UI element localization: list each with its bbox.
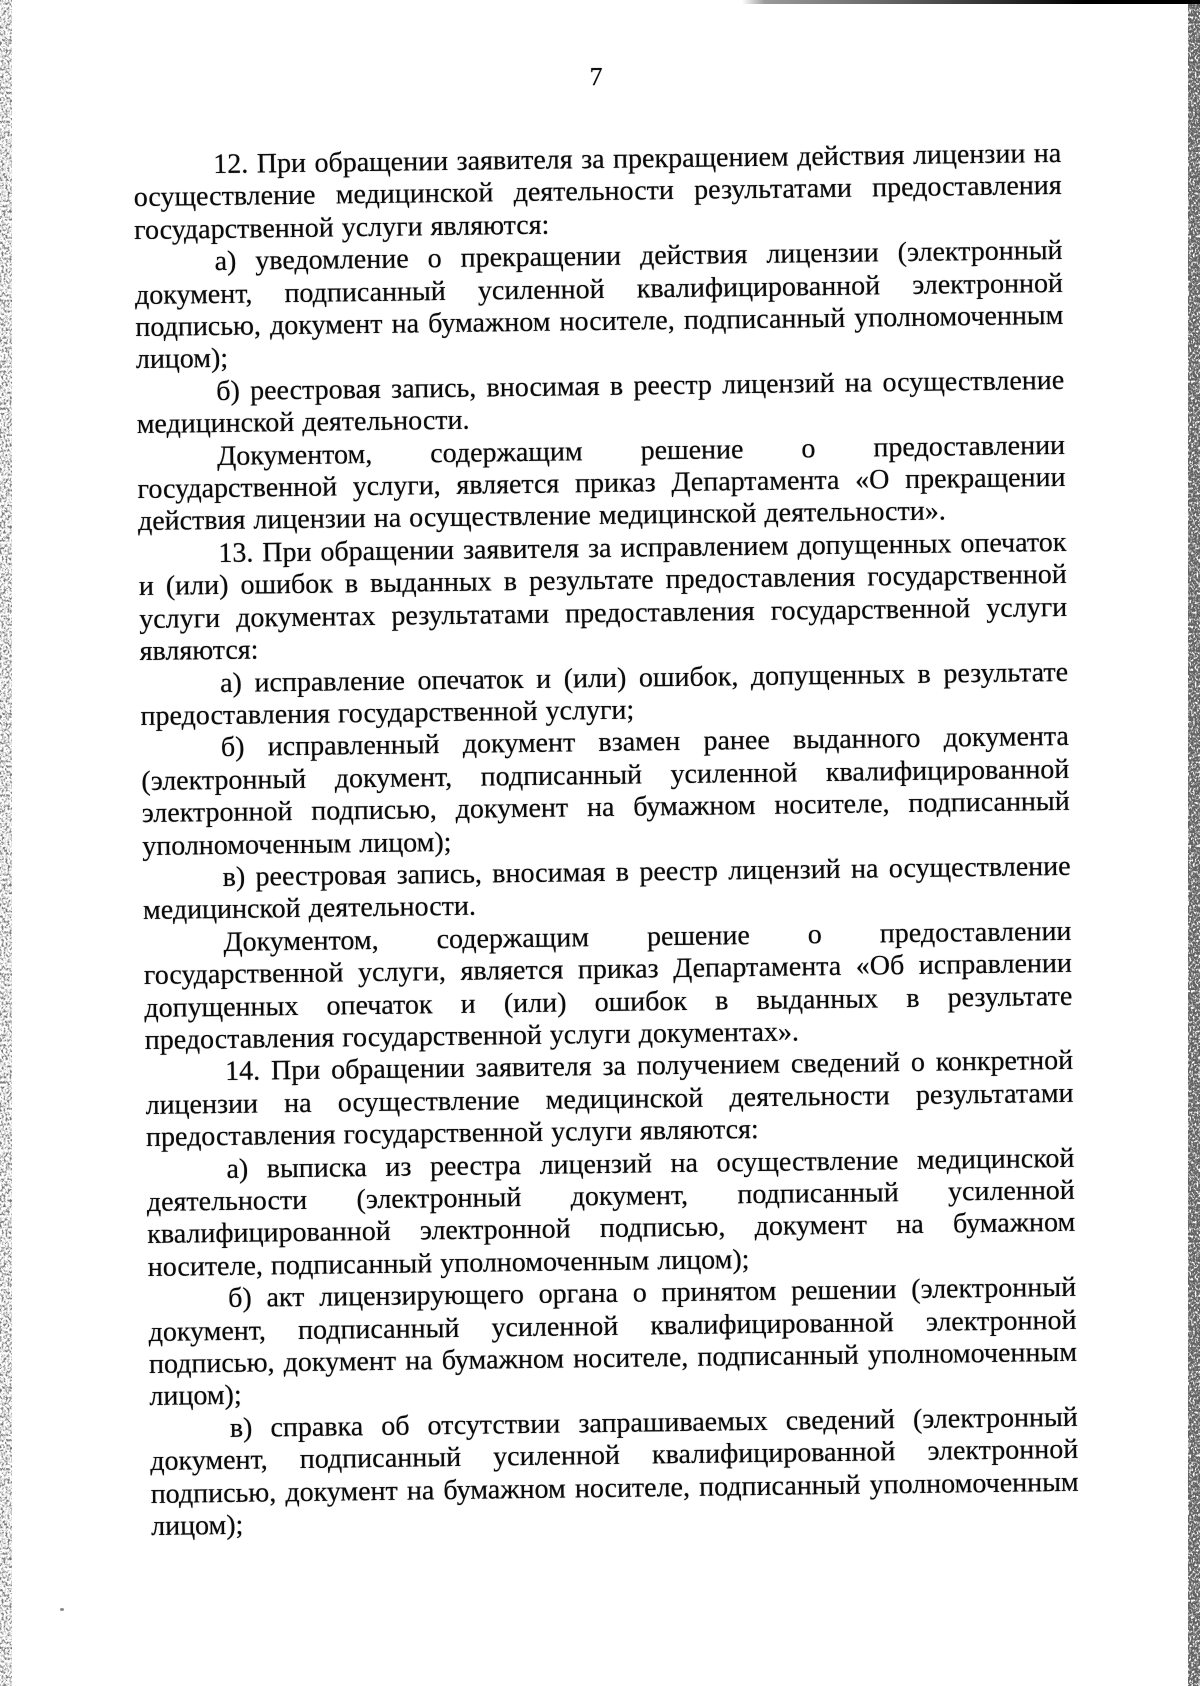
- paragraph-14-intro: 14. При обращении заявителя за получением сведений о конкретной лицензии на осуществление медицинской деятельности результатами предоставления государственной услуги являются:: [145, 1045, 1074, 1154]
- scan-noise-left-edge: [0, 0, 12, 1686]
- paragraph-13-item-a: а) исправление опечаток и (или) ошибок, допущенных в результате предоставления государственной услуги;: [140, 656, 1069, 732]
- paragraph-12-decision: Документом, содержащим решение о предоставлении государственной услуги, является приказ Департамента «О прекращении действия лицензии на осуществление медицинской деятельности».: [137, 429, 1066, 538]
- document-text-block: [132, 56, 1079, 1543]
- page-number: 7: [589, 61, 603, 92]
- paragraph-12-item-b: б) реестровая запись, вносимая в реестр лицензий на осуществление медицинской деятельности.: [136, 364, 1065, 441]
- paragraph-14-item-a: а) выписка из реестра лицензий на осуществление медицинской деятельности (электронный документ, подписанный усиленной квалифицированной электронной подписью, документ на бумажном носителе, подписанный уполномоченным лицом);: [146, 1142, 1076, 1283]
- paragraph-13-item-v: в) реестровая запись, вносимая в реестр лицензий на осуществление медицинской деятельности.: [142, 850, 1071, 927]
- paragraph-13-item-b: б) исправленный документ взамен ранее выданного документа (электронный документ, подписанный усиленной квалифицированной электронной подписью, документ на бумажном носителе, подписанный уполномоченным лицом);: [141, 721, 1070, 862]
- paragraph-14-item-v: в) справка об отсутствии запрашиваемых сведений (электронный документ, подписанный усиленной квалифицированной электронной подписью, документ на бумажном носителе, подписанный уполномоченным лицом);: [150, 1401, 1079, 1543]
- paragraph-14-item-b: б) акт лицензирующего органа о принятом решении (электронный документ, подписанный усиленной квалифицированной электронной подписью, документ на бумажном носителе, подписанный уполномоченным лицом);: [148, 1272, 1078, 1413]
- paragraph-12-item-a: а) уведомление о прекращении действия лицензии (электронный документ, подписанный усиленной квалифицированной электронной подписью, документ на бумажном носителе, подписанный уполномоченным лицом);: [134, 235, 1064, 376]
- scan-noise-right-edge: [1188, 0, 1200, 1686]
- scan-artifact-top-line: [742, 0, 1200, 4]
- paragraph-12-intro: 12. При обращении заявителя за прекращением действия лицензии на осуществление медицинской деятельности результатами предоставления государственной услуги являются:: [133, 137, 1062, 246]
- paragraph-13-intro: 13. При обращении заявителя за исправлением допущенных опечаток и (или) ошибок в выданных в результате предоставления государственной услуги документах результатами предоставления государственной услуги являются:: [138, 526, 1068, 668]
- scan-artifact-speck: [60, 1608, 64, 1611]
- paragraph-13-decision: Документом, содержащим решение о предоставлении государственной услуги, является приказ Департамента «Об исправлении допущенных опечаток и (или) ошибок в выданных в результате предоставления государственной услуги документах».: [143, 915, 1073, 1056]
